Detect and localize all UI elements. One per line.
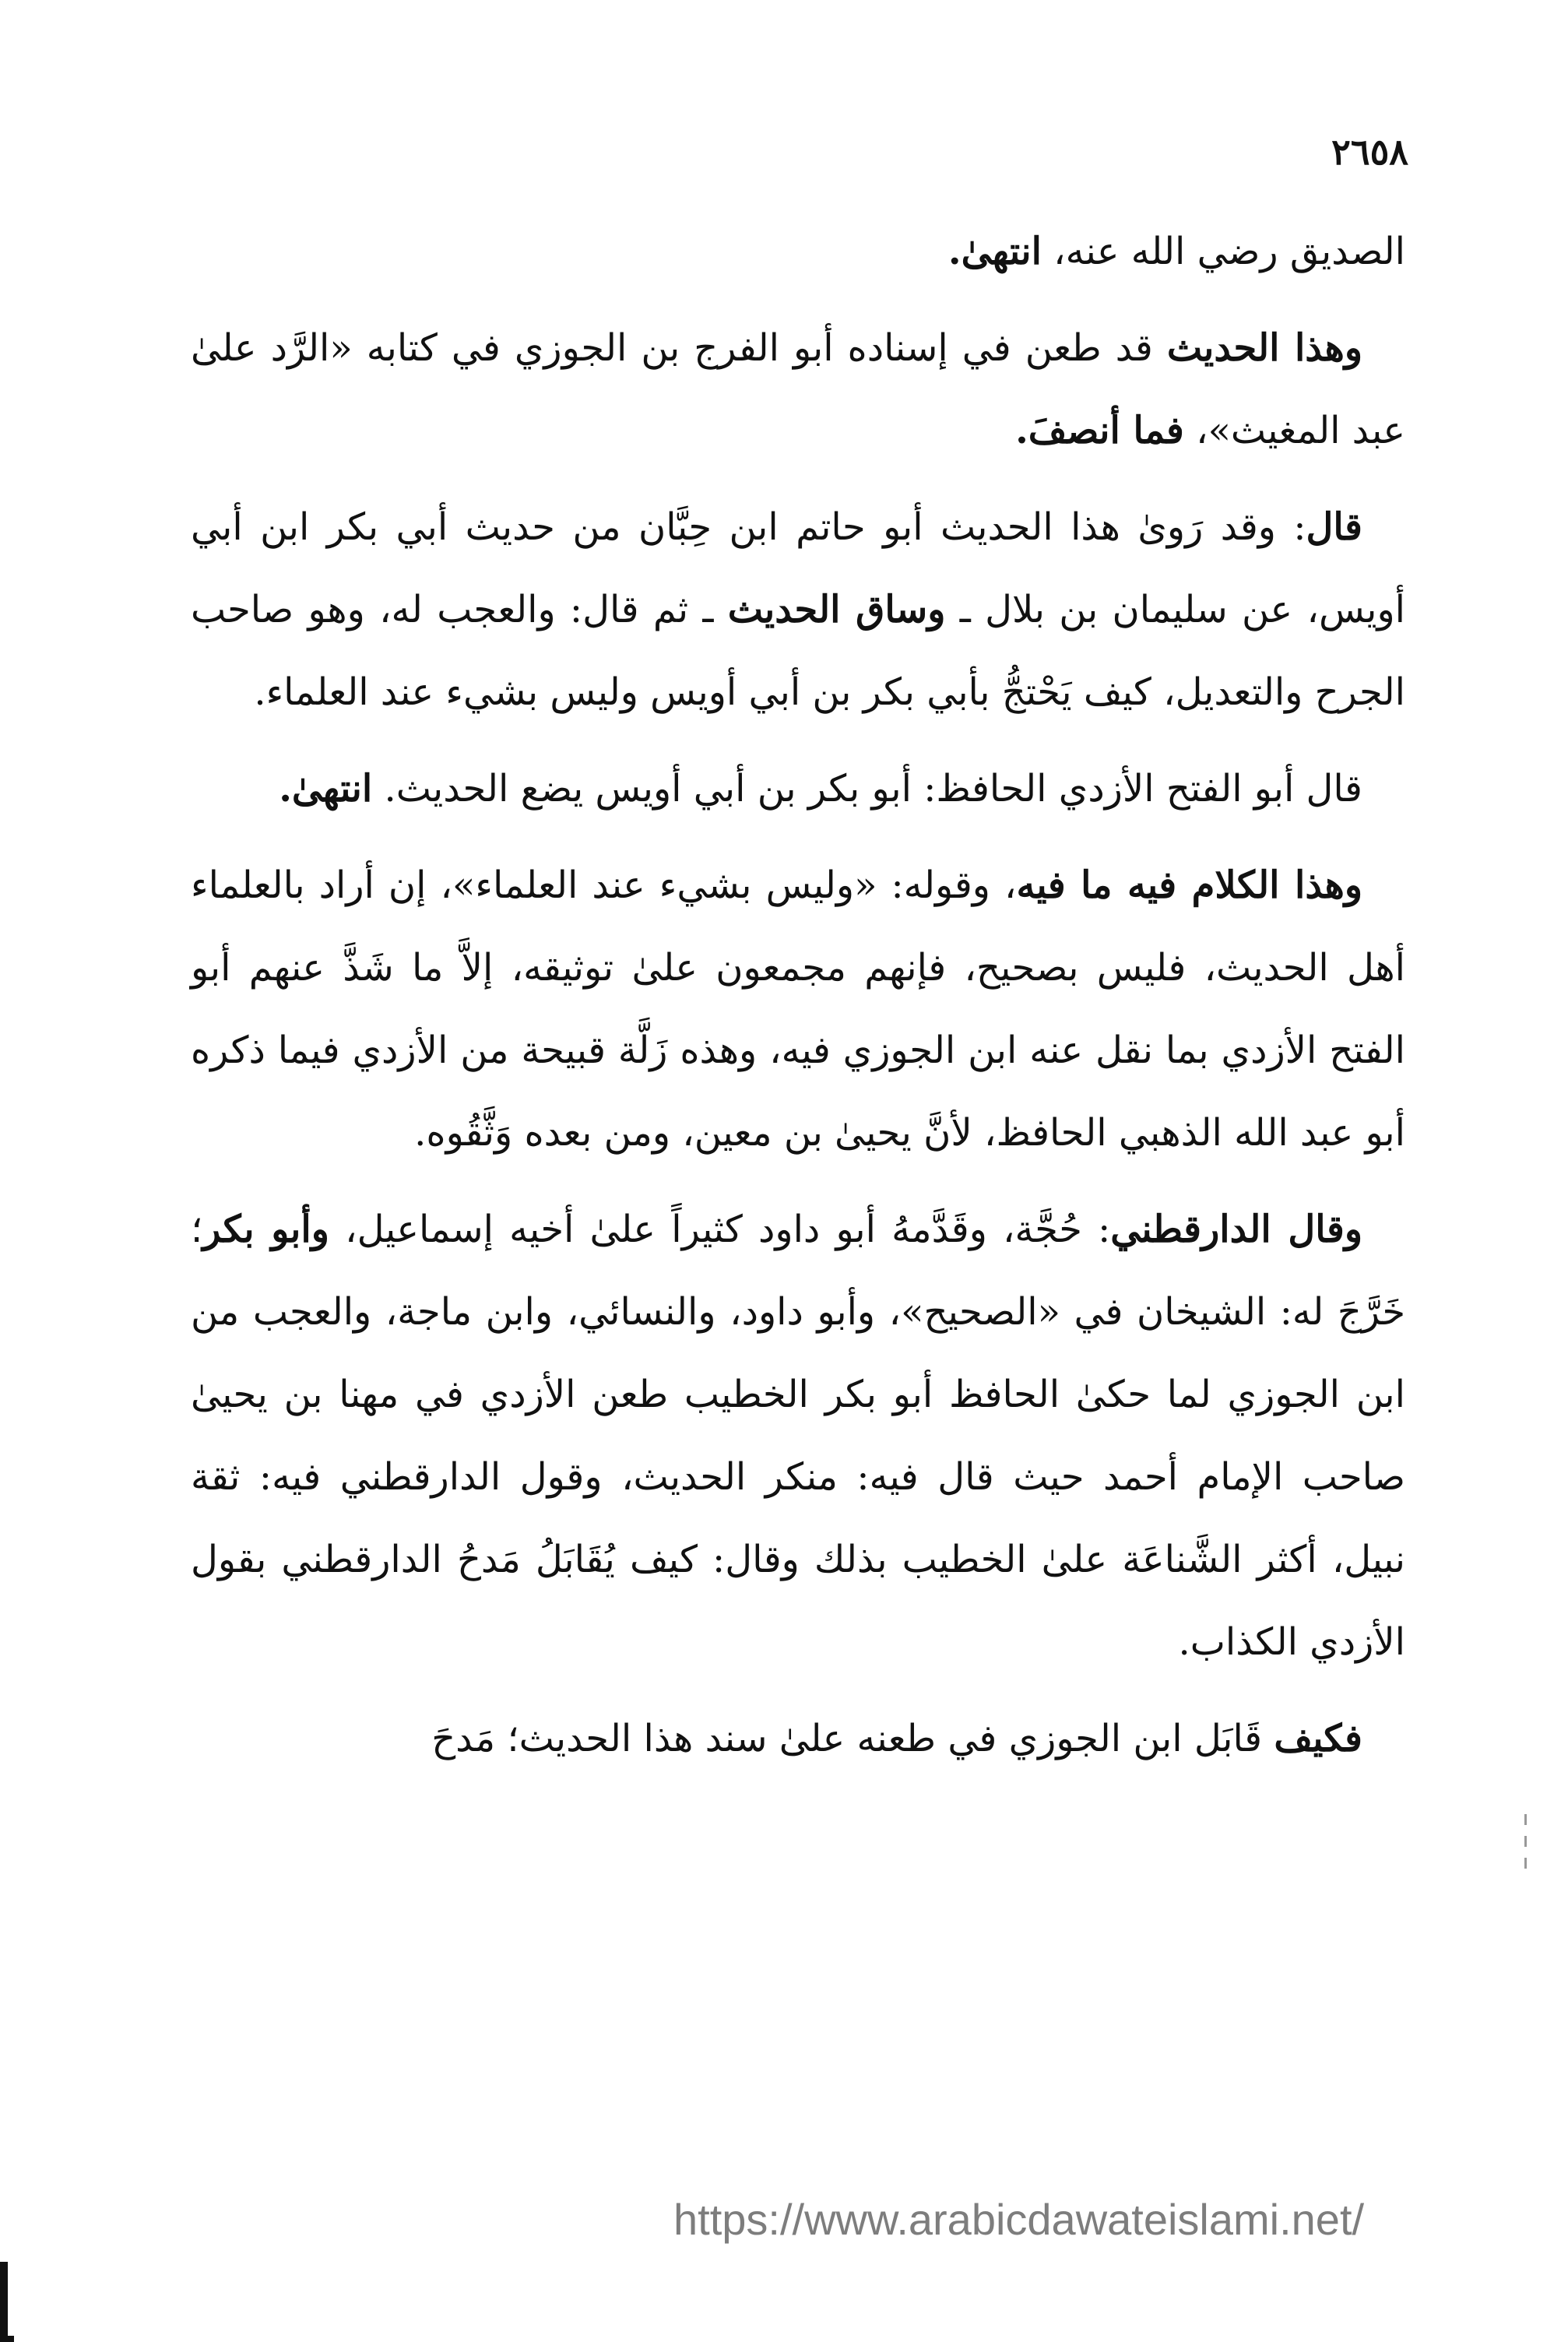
bold-text-run: وهذا الحديث bbox=[1166, 326, 1362, 370]
text-run: ـ ثم قال: والعجب له، وهو صاحب الجرح والتعديل، كيف يَحْتجُّ بأبي بكر بن أبي أويس وليس بشيء عند العلماء. bbox=[191, 588, 1405, 714]
website-watermark: https://www.arabicdawateislami.net/ bbox=[673, 2195, 1365, 2244]
text-run: الصديق رضي الله عنه، bbox=[1041, 230, 1405, 273]
scan-artifact bbox=[1524, 1814, 1527, 1869]
paragraph-p1 bbox=[191, 210, 1405, 293]
bold-text-run: وساق الحديث bbox=[727, 588, 946, 631]
text-run: : وقد رَوىٰ هذا الحديث أبو حاتم ابن حِبَّان من حديث أبي بكر ابن أبي أويس، عن سليمان بن بلال ـ bbox=[191, 505, 1406, 631]
paragraph-p6 bbox=[191, 1188, 1405, 1683]
bold-text-run: فما أنصفَ. bbox=[1015, 409, 1184, 452]
text-run: ؛ خَرَّجَ له: الشيخان في «الصحيح»، وأبو داود، والنسائي، وابن ماجة، والعجب من ابن الجوزي لما حكىٰ الحافظ أبو بكر الخطيب طعن الأزدي في مهنا بن يحيىٰ صاحب الإمام أحمد حيث قال فيه: منكر الحديث، وقول الدارقطني فيه: ثقة نبيل، أكثر الشَّناعَة علىٰ الخطيب بذلك وقال: كيف يُقَابَلُ مَدحُ الدارقطني بقول الأزدي الكذاب. bbox=[191, 1208, 1405, 1664]
bold-text-run: وقال الدارقطني bbox=[1110, 1208, 1362, 1251]
paragraph-p7 bbox=[191, 1697, 1405, 1780]
text-run: : حُجَّة، وقَدَّمهُ أبو داود كثيراً علىٰ أخيه إسماعيل، bbox=[329, 1208, 1111, 1251]
text-run: قَابَل ابن الجوزي في طعنه علىٰ سند هذا الحديث؛ مَدحَ bbox=[431, 1717, 1274, 1760]
bold-text-run: وأبو بكر bbox=[202, 1208, 329, 1251]
page-corner-mark bbox=[0, 2262, 14, 2342]
text-run: قال أبو الفتح الأزدي الحافظ: أبو بكر بن أبي أويس يضع الحديث. bbox=[372, 767, 1362, 811]
text-run: ، وقوله: «وليس بشيء عند العلماء»، إن أراد بالعلماء أهل الحديث، فليس بصحيح، فإنهم مجمعون علىٰ توثيقه، إلاَّ ما شَذَّ عنهم أبو الفتح الأزدي بما نقل عنه ابن الجوزي فيه، وهذه زَلَّة قبيحة من الأزدي فيما ذكره أبو عبد الله الذهبي الحافظ، لأنَّ يحيىٰ بن معين، ومن بعده وَثَّقُوه. bbox=[191, 863, 1405, 1155]
paragraph-p5 bbox=[191, 844, 1405, 1174]
page-number: ٢٦٥٨ bbox=[1331, 131, 1408, 173]
bold-text-run: قال bbox=[1306, 505, 1362, 549]
bold-text-run: وهذا الكلام فيه ما فيه bbox=[1016, 863, 1362, 907]
text-run: قد طعن في إسناده أبو الفرج بن الجوزي في كتابه «الرَّد علىٰ عبد المغيث»، bbox=[191, 326, 1405, 452]
bold-text-run: فكيف bbox=[1274, 1717, 1362, 1760]
paragraph-p4 bbox=[191, 747, 1405, 830]
bold-text-run: انتهىٰ. bbox=[279, 767, 373, 811]
paragraph-p3 bbox=[191, 486, 1405, 733]
bold-text-run: انتهىٰ. bbox=[947, 230, 1042, 273]
paragraph-p2 bbox=[191, 307, 1405, 472]
page-body-text bbox=[191, 210, 1405, 1794]
